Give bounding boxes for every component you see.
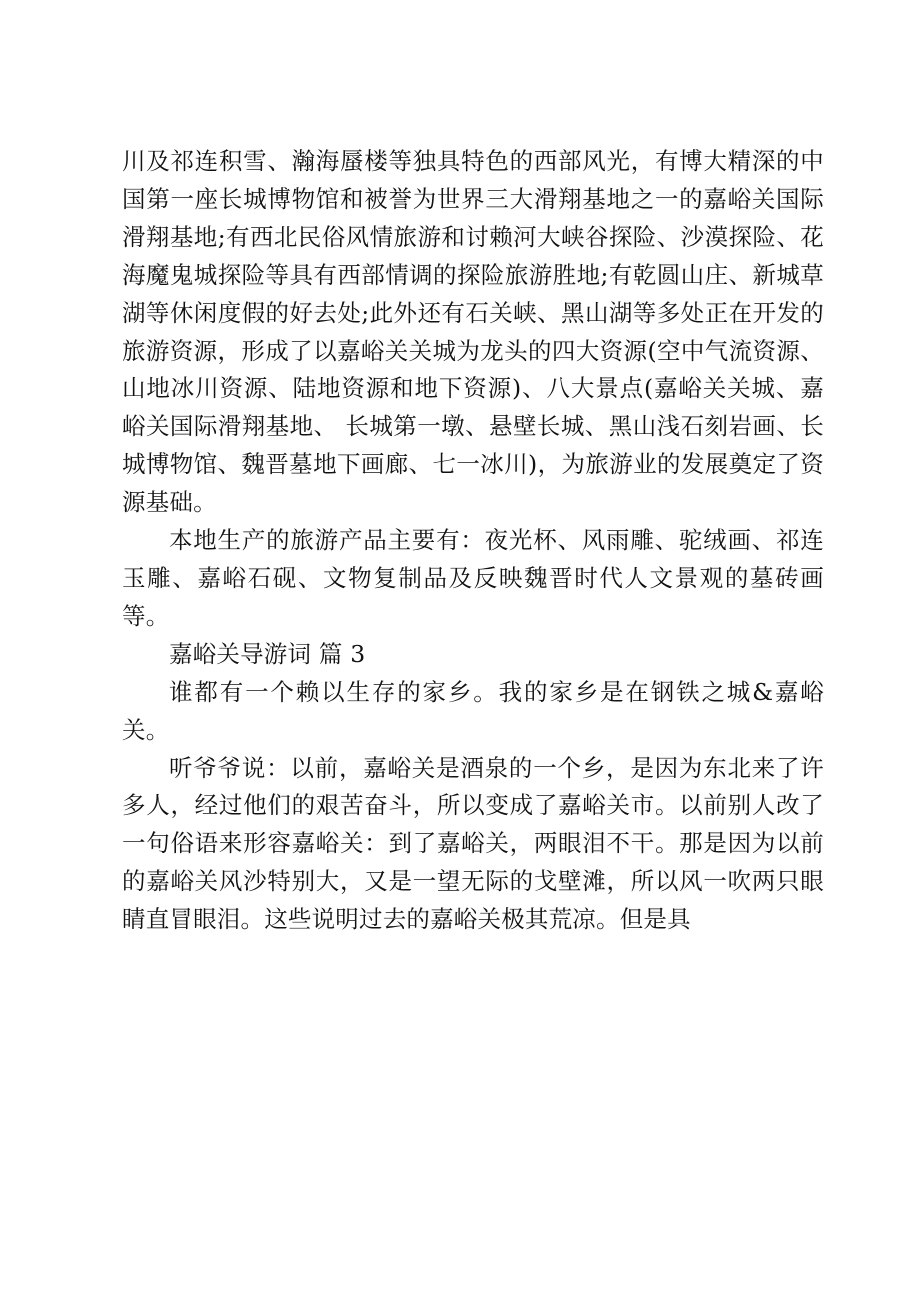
section-heading: 嘉峪关导游词 篇 3 <box>169 639 366 668</box>
paragraph-continuation: 川及祁连积雪、瀚海蜃楼等独具特色的西部风光，有博大精深的中国第一座长城博物馆和被誉为世界三大滑翔基地之一的嘉峪关国际滑翔基地;有西北民俗风情旅游和讨赖河大峡谷探险、沙漠探险、花海魔鬼城探险等具有西部情调的探险旅游胜地;有乾圆山庄、新城草湖等休闲度假的好去处;此外还有石关峡、黑山湖等多处正在开发的旅游资源，形成了以嘉峪关关城为龙头的四大资源(空中气流资源、山地冰川资源、陆地资源和地下资源)、八大景点(嘉峪关关城、嘉峪关国际滑翔基地、 长城第一墩、悬壁长城、黑山浅石刻岩画、长城博物馆、魏晋墓地下画廊、七一冰川)，为旅游业的发展奠定了资源基础。 <box>122 147 824 517</box>
paragraph-tourism-products: 本地生产的旅游产品主要有：夜光杯、风雨雕、驼绒画、祁连玉雕、嘉峪石砚、文物复制品及反映魏晋时代人文景观的墓砖画等。 <box>122 526 824 630</box>
document-body <box>122 143 824 939</box>
paragraph-grandfather-story: 听爷爷说：以前，嘉峪关是酒泉的一个乡，是因为东北来了许多人，经过他们的艰苦奋斗，所以变成了嘉峪关市。以前别人改了一句俗语来形容嘉峪关：到了嘉峪关，两眼泪不干。那是因为以前的嘉峪关风沙特别大，又是一望无际的戈壁滩，所以风一吹两只眼睛直冒眼泪。这些说明过去的嘉峪关极其荒凉。但是具 <box>122 753 824 934</box>
paragraph-hometown: 谁都有一个赖以生存的家乡。我的家乡是在钢铁之城&嘉峪关。 <box>122 677 824 744</box>
